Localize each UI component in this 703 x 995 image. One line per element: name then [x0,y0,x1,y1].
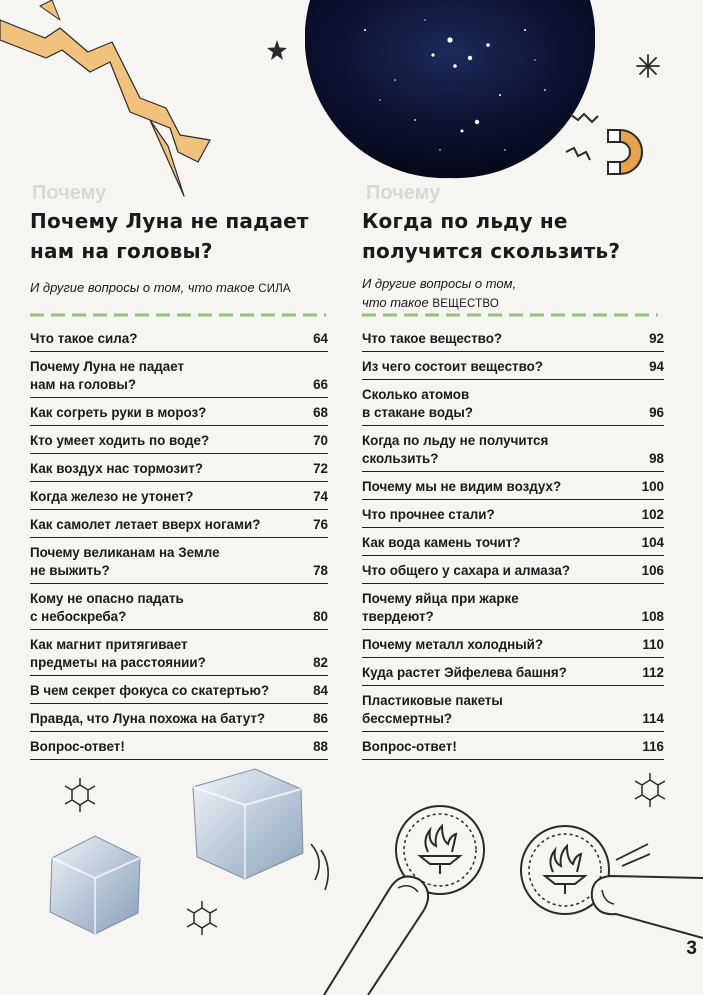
ice-cube-illustration [185,765,310,883]
toc-entry-title: Вопрос-ответ! [362,739,457,754]
toc-entry-title: Как воздух нас тормозит? [30,461,203,476]
toc-entry-title: Куда растет Эйфелева башня? [362,665,567,680]
toc-entry-page: 66 [313,377,328,392]
toc-entry-page: 112 [642,665,664,680]
toc-entry [30,516,328,538]
toc-entry [362,692,664,732]
ice-cube-illustration [40,828,150,938]
toc-entry-page: 68 [313,405,328,420]
lightning-icon [0,0,240,210]
toc-entry-title: Правда, что Луна похожа на батут? [30,711,266,726]
toc-entry-title: предметы на расстоянии? [30,655,206,670]
toc-entry-title: Сколько атомов [362,387,470,402]
toc-entry [30,636,328,676]
magnet-icon [560,100,670,195]
toc-entry [30,330,328,352]
toc-entry-page: 76 [313,517,328,532]
toc-entry [30,432,328,454]
molecule-icon [630,770,670,810]
force-section-header [30,206,330,299]
toc-entry [362,738,664,760]
toc-entry [362,534,664,556]
toc-entry-page: 64 [313,331,328,346]
page-number: 3 [686,938,697,959]
toc-entry [362,358,664,380]
toc-entry-title: Почему великанам на Земле [30,545,220,560]
toc-entry-page: 106 [641,563,664,578]
toc-entry [362,590,664,630]
toc-entry-title: в стакане воды? [362,405,473,420]
toc-entry-title: Кому не опасно падать [30,591,184,606]
toc-entry [30,404,328,426]
matter-section-header [362,206,662,314]
bleed-through-text: Почему [366,182,441,204]
toc-entry-title: Когда железо не утонет? [30,489,194,504]
toc-entry-page: 72 [313,461,328,476]
toc-entry-page: 82 [313,655,328,670]
toc-entry-page: 84 [313,683,328,698]
toc-entry [30,710,328,732]
matter-title-line2: получится скользить? [362,239,621,263]
toc-entry-page: 70 [313,433,328,448]
toc-entry-title: твердеют? [362,609,434,624]
toc-entry-title: скользить? [362,451,439,466]
toc-entry [362,664,664,686]
toc-entry-title: В чем секрет фокуса со скатертью? [30,683,270,698]
toc-entry-page: 104 [641,535,664,550]
toc-entry [30,488,328,510]
toc-entry-title: Из чего состоит вещество? [362,359,543,374]
toc-entry-title: Как вода камень точит? [362,535,521,550]
night-sky-illustration [305,0,595,180]
toc-entry-page: 116 [642,739,664,754]
toc-entry-title: не выжить? [30,563,110,578]
toc-entry-page: 92 [649,331,664,346]
toc-entry-title: Кто умеет ходить по воде? [30,433,210,448]
toc-entry [30,682,328,704]
toc-entry-title: нам на головы? [30,377,137,392]
toc-entry-title: Как самолет летает вверх ногами? [30,517,261,532]
toc-entry [30,460,328,482]
toc-entry [30,544,328,584]
toc-entry [30,590,328,630]
toc-entry-page: 114 [642,711,664,726]
toc-entry-title: Что такое сила? [30,331,138,346]
molecule-icon [60,775,100,815]
motion-lines-icon [612,838,652,868]
toc-entry [362,478,664,500]
toc-entry-title: Почему Луна не падает [30,359,185,374]
toc-entry-title: с небоскреба? [30,609,127,624]
toc-entry-page: 78 [313,563,328,578]
toc-entry-page: 88 [313,739,328,754]
toc-entry-title: Вопрос-ответ! [30,739,125,754]
toc-entry [362,432,664,472]
matter-section-title [362,206,662,266]
toc-entry [30,358,328,398]
toc-entry-page: 94 [649,359,664,374]
toc-entry-title: бессмертны? [362,711,453,726]
toc-entry [30,738,328,760]
toc-entry [362,386,664,426]
finger-illustration [320,858,440,995]
toc-entry-page: 80 [313,609,328,624]
toc-entry-title: Как магнит притягивает [30,637,188,652]
toc-entry-title: Почему металл холодный? [362,637,544,652]
toc-entry-page: 96 [649,405,664,420]
force-section-title [30,206,330,266]
toc-entry [362,330,664,352]
force-contents-list [30,330,328,766]
toc-entry-title: Что прочнее стали? [362,507,495,522]
toc-entry-title: Когда по льду не получится [362,433,549,448]
toc-entry [362,562,664,584]
toc-entry-title: Почему мы не видим воздух? [362,479,562,494]
toc-entry-title: Что такое вещество? [362,331,503,346]
force-section-subtitle: И другие вопросы о том, что такое СИЛА [30,280,291,295]
toc-entry-page: 74 [313,489,328,504]
toc-entry-title: Пластиковые пакеты [362,693,503,708]
toc-entry-page: 98 [649,451,664,466]
star-icon [265,38,289,62]
toc-entry-page: 100 [641,479,664,494]
toc-entry-page: 102 [641,507,664,522]
toc-entry-page: 108 [641,609,664,624]
toc-entry-page: 86 [313,711,328,726]
toc-entry-title: Как согреть руки в мороз? [30,405,207,420]
sparkle-icon [634,52,662,80]
force-title-line2: нам на головы? [30,239,213,263]
matter-contents-list [362,330,664,766]
molecule-icon [182,898,222,938]
dashed-divider [362,313,658,317]
finger-illustration [580,868,703,978]
toc-entry-title: Почему яйца при жарке [362,591,519,606]
matter-title-line1: Когда по льду не [362,209,568,233]
toc-entry-title: Что общего у сахара и алмаза? [362,563,571,578]
bleed-through-text: Почему [32,182,107,204]
force-title-line1: Почему Луна не падает [30,209,309,233]
matter-section-subtitle: И другие вопросы о том, что такое ВЕЩЕСТВО [362,276,517,310]
toc-entry-page: 110 [642,637,664,652]
toc-entry [362,506,664,528]
toc-entry [362,636,664,658]
dashed-divider [30,313,326,317]
